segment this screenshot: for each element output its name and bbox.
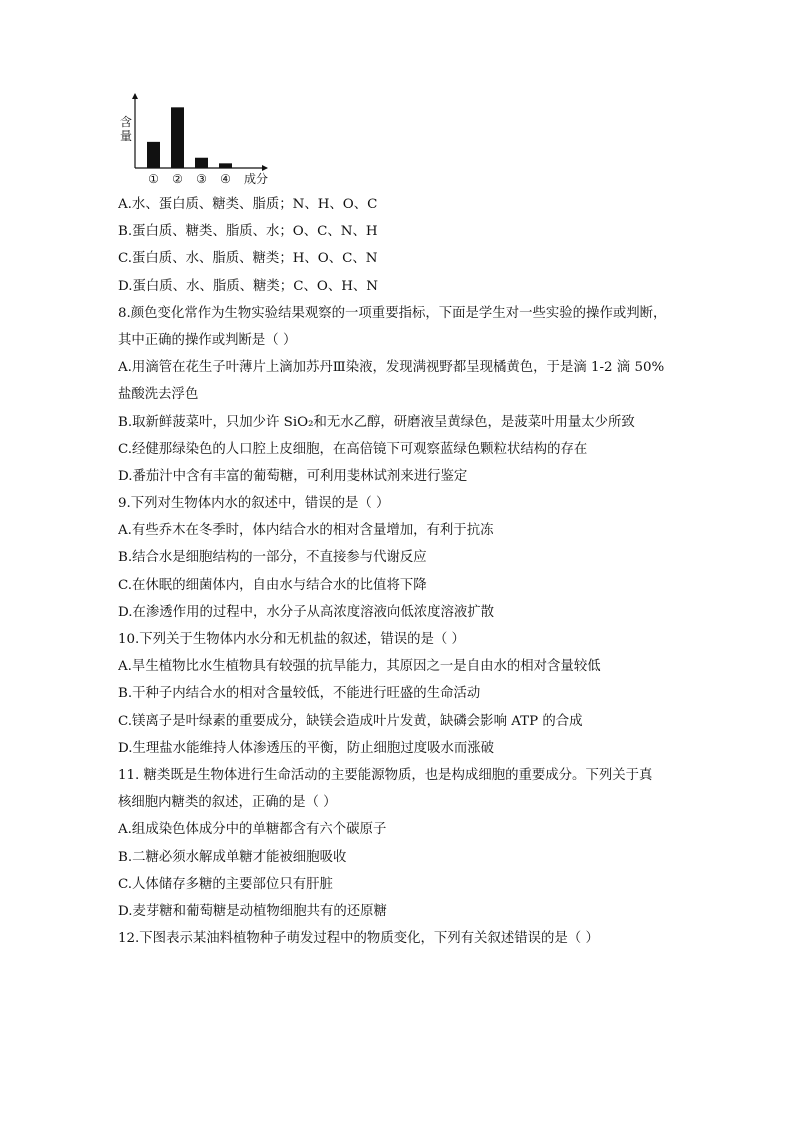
text-line: C.蛋白质、水、脂质、糖类；H、O、C、N: [118, 251, 378, 267]
content-bar-chart: [114, 90, 284, 190]
text-line: A.旱生植物比水生植物具有较强的抗旱能力，其原因之一是自由水的相对含量较低: [118, 659, 601, 675]
text-line: B.二糖必须水解成单糖才能被细胞吸收: [118, 849, 347, 865]
text-line: 核细胞内糖类的叙述，正确的是（ ）: [118, 795, 337, 811]
text-line: C.人体储存多糖的主要部位只有肝脏: [118, 876, 333, 892]
tick-label-1: ①: [148, 172, 159, 186]
text-line: 12.下图表示某油料植物种子萌发过程中的物质变化，下列有关叙述错误的是（ ）: [118, 931, 599, 947]
text-line: C.在休眠的细菌体内，自由水与结合水的比值将下降: [118, 577, 427, 593]
bar-1: [147, 142, 160, 168]
text-line: A.水、蛋白质、糖类、脂质；N、H、O、C: [118, 197, 378, 212]
text-line: 9.下列对生物体内水的叙述中，错误的是（ ）: [118, 496, 390, 512]
text-line: D.番茄汁中含有丰富的葡萄糖，可利用斐林试剂来进行鉴定: [118, 468, 468, 484]
tick-labels-group: [148, 172, 231, 186]
text-line: D.麦芽糖和葡萄糖是动植物细胞共有的还原糖: [118, 903, 387, 919]
text-line: B.结合水是细胞结构的一部分，不直接参与代谢反应: [118, 550, 427, 566]
text-line: 11. 糖类既是生物体进行生命活动的主要能源物质，也是构成细胞的重要成分。下列关于真: [118, 767, 653, 783]
text-line: B.蛋白质、糖类、脂质、水；O、C、N、H: [118, 224, 378, 240]
y-axis-label-char-2: 量: [119, 129, 133, 143]
tick-label-3: ③: [196, 172, 207, 186]
text-line: 10.下列关于生物体内水分和无机盐的叙述，错误的是（ ）: [118, 632, 465, 647]
tick-label-2: ②: [172, 172, 183, 186]
text-line: D.蛋白质、水、脂质、糖类；C、O、H、N: [118, 278, 378, 294]
text-line: B.取新鲜菠菜叶，只加少许 SiO₂和无水乙醇，研磨液呈黄绿色，是菠菜叶用量太少所致: [118, 414, 635, 430]
text-line: C.镁离子是叶绿素的重要成分，缺镁会造成叶片发黄，缺磷会影响 ATP 的合成: [118, 713, 583, 729]
text-line: D.生理盐水能维持人体渗透压的平衡，防止细胞过度吸水而涨破: [118, 740, 495, 756]
text-line: 8.颜色变化常作为生物实验结果观察的一项重要指标，下面是学生对一些实验的操作或判断，: [118, 305, 667, 321]
x-axis-label: 成分: [243, 172, 269, 186]
bar-2: [171, 107, 184, 168]
text-line: 其中正确的操作或判断是（ ）: [118, 332, 297, 348]
text-line: A.有些乔木在冬季时，体内结合水的相对含量增加，有利于抗冻: [118, 523, 494, 539]
text-line: B.干种子内结合水的相对含量较低，不能进行旺盛的生命活动: [118, 686, 481, 702]
text-line: 盐酸洗去浮色: [118, 387, 199, 403]
text-line: D.在渗透作用的过程中，水分子从高浓度溶液向低浓度溶液扩散: [118, 604, 495, 620]
y-axis-label-char-1: 含: [119, 115, 133, 129]
question-text-block: [118, 191, 688, 952]
text-line: C.经健那绿染色的人口腔上皮细胞，在高倍镜下可观察蓝绿色颗粒状结构的存在: [118, 441, 588, 457]
bar-3: [195, 158, 208, 168]
bar-4: [219, 163, 232, 168]
bars-group: [147, 107, 232, 168]
text-line: A.组成染色体成分中的单糖都含有六个碳原子: [118, 822, 387, 838]
tick-label-4: ④: [220, 172, 231, 186]
text-line: A.用滴管在花生子叶薄片上滴加苏丹Ⅲ染液，发现满视野都呈现橘黄色，于是滴 1-2 滴 50%: [118, 360, 665, 376]
